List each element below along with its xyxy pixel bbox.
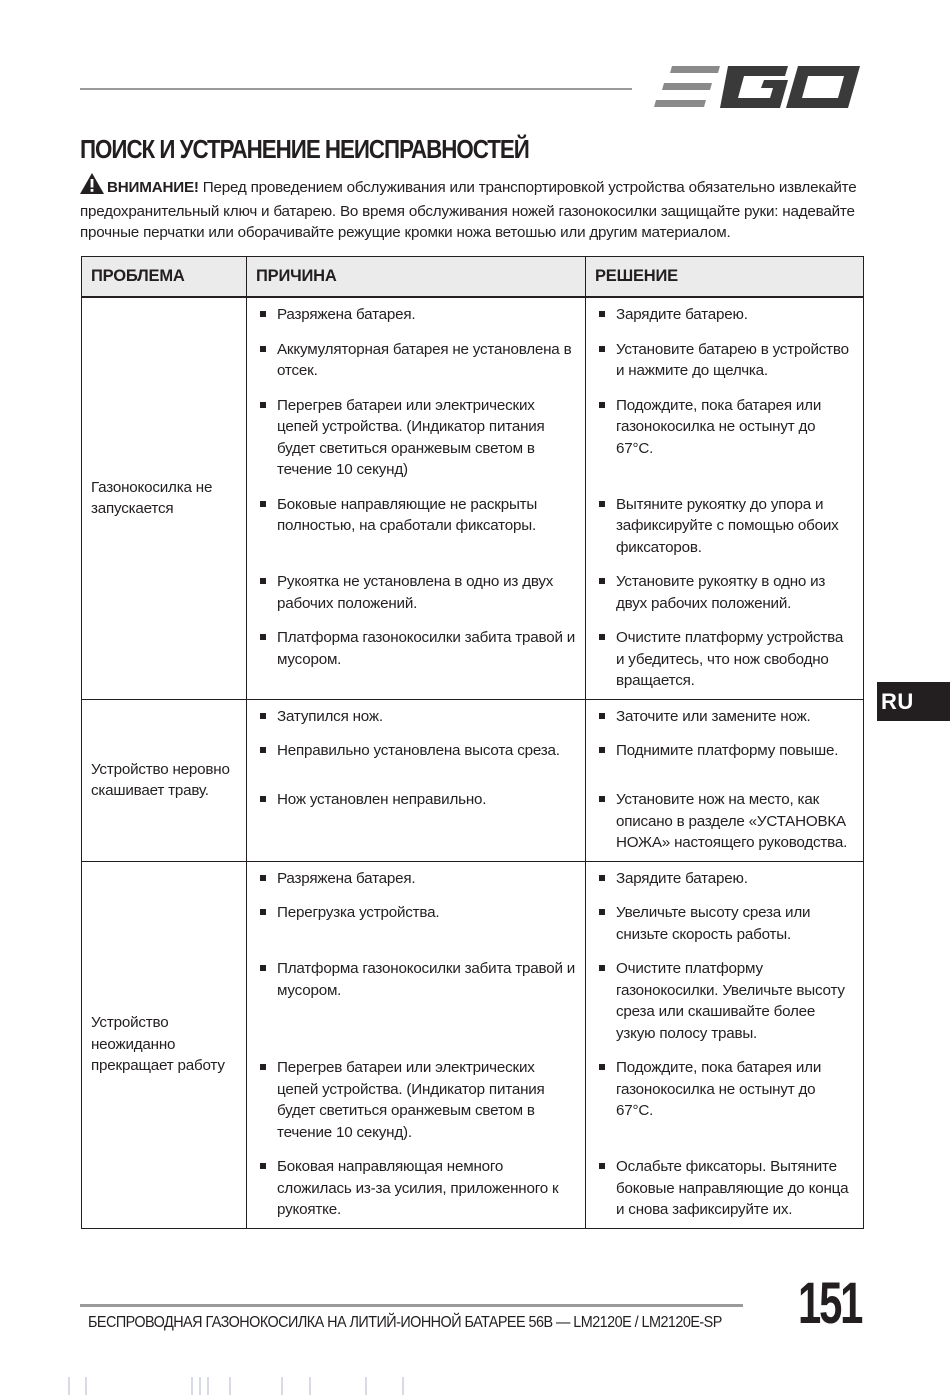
solution-text: Подождите, пока батарея или газонокосилка не остынут до 67°C. bbox=[616, 1059, 822, 1119]
solution-text: Установите нож на место, как описано в разделе «УСТАНОВКА НОЖА» настоящего руководства. bbox=[616, 791, 848, 851]
cause-text: Боковые направляющие не раскрыты полностью, на сработали фиксаторы. bbox=[277, 495, 538, 534]
problem-cell: Газонокосилка не запускается bbox=[82, 297, 247, 699]
solution-text: Очистите платформу газонокосилки. Увеличьте высоту среза или скашивайте более узкую полосу травы. bbox=[616, 960, 845, 1042]
solution-item bbox=[598, 1156, 855, 1221]
bullet-icon bbox=[260, 796, 266, 802]
cause-item bbox=[259, 494, 577, 559]
cause-item bbox=[259, 740, 577, 776]
solution-text: Установите батарею в устройство и нажмите до щелчка. bbox=[616, 340, 849, 379]
problem-cell: Устройство неожиданно прекращает работу bbox=[82, 861, 247, 1228]
cause-text: Аккумуляторная батарея не установлена в отсек. bbox=[277, 340, 572, 379]
cause-item bbox=[259, 706, 577, 728]
solution-item bbox=[598, 571, 855, 614]
cause-item bbox=[259, 395, 577, 481]
bullet-icon bbox=[599, 578, 605, 584]
bullet-icon bbox=[260, 578, 266, 584]
cause-item bbox=[259, 627, 577, 692]
table-row bbox=[82, 861, 864, 1228]
bullet-icon bbox=[599, 402, 605, 408]
solution-item bbox=[598, 958, 855, 1044]
solution-item bbox=[598, 494, 855, 559]
bullet-icon bbox=[260, 501, 266, 507]
cause-text: Рукоятка не установлена в одно из двух рабочих положений. bbox=[277, 573, 554, 612]
page-title: ПОИСК И УСТРАНЕНИЕ НЕИСПРАВНОСТЕЙ bbox=[80, 134, 529, 164]
table-header-row bbox=[82, 257, 864, 298]
bullet-icon bbox=[599, 1064, 605, 1070]
warning-text: Перед проведением обслуживания или транспортировкой устройства обязательно извлекайте предохранительный ключ и батарею. Во время обслуживания ножей газонокосилки защищайте руки: надевайте прочные перчатки или оборачивайте режущие кромки ножа ветошью или другим материалом. bbox=[80, 179, 857, 241]
bullet-icon bbox=[599, 311, 605, 317]
header-solution: РЕШЕНИЕ bbox=[586, 257, 864, 298]
cause-text: Перегрузка устройства. bbox=[277, 904, 440, 921]
warning-triangle-icon bbox=[80, 173, 104, 201]
cause-text: Неправильно установлена высота среза. bbox=[277, 742, 560, 759]
cause-text: Разряжена батарея. bbox=[277, 306, 416, 323]
solution-text: Вытяните рукоятку до упора и зафиксируйте с помощью обоих фиксаторов. bbox=[616, 495, 839, 556]
solution-item bbox=[598, 627, 855, 692]
footer-rule bbox=[80, 1304, 743, 1307]
table-row bbox=[82, 297, 864, 699]
solution-text: Подождите, пока батарея или газонокосилка не остынут до 67°C. bbox=[616, 396, 822, 457]
cause-item bbox=[259, 339, 577, 382]
solution-text: Ослабьте фиксаторы. Вытяните боковые направляющие до конца и снова зафиксируйте их. bbox=[616, 1158, 849, 1218]
solution-text: Зарядите батарею. bbox=[616, 869, 748, 887]
solution-item bbox=[598, 339, 855, 382]
ego-logo-graphic bbox=[648, 62, 862, 112]
bullet-icon bbox=[260, 875, 266, 881]
solution-item bbox=[598, 789, 855, 854]
bullet-icon bbox=[599, 875, 605, 881]
bullet-icon bbox=[599, 747, 605, 753]
cause-item bbox=[259, 958, 577, 1044]
cause-cell bbox=[247, 297, 586, 699]
bullet-icon bbox=[260, 402, 266, 408]
solution-text: Поднимите платформу повыше. bbox=[616, 742, 839, 759]
bullet-icon bbox=[599, 965, 605, 971]
troubleshooting-table bbox=[81, 256, 864, 1229]
bullet-icon bbox=[260, 1163, 266, 1169]
cause-cell bbox=[247, 861, 586, 1228]
scan-marks-decoration bbox=[60, 1376, 460, 1396]
cause-text: Платформа газонокосилки забита травой и мусором. bbox=[277, 629, 576, 668]
bullet-icon bbox=[260, 311, 266, 317]
solution-text: Зарядите батарею. bbox=[616, 306, 748, 323]
cause-text: Нож установлен неправильно. bbox=[277, 791, 487, 808]
bullet-icon bbox=[599, 634, 605, 640]
bullet-icon bbox=[599, 346, 605, 352]
solution-cell bbox=[586, 861, 864, 1228]
cause-item bbox=[259, 571, 577, 614]
header-cause: ПРИЧИНА bbox=[247, 257, 586, 298]
bullet-icon bbox=[599, 501, 605, 507]
solution-item bbox=[598, 740, 855, 776]
cause-item bbox=[259, 868, 577, 890]
solution-item bbox=[598, 395, 855, 481]
solution-text: Увеличьте высоту среза или снизьте скорость работы. bbox=[616, 904, 811, 943]
solution-cell bbox=[586, 297, 864, 699]
solution-item bbox=[598, 902, 855, 945]
solution-item bbox=[598, 1057, 855, 1143]
solution-item bbox=[598, 706, 855, 728]
solution-text: Установите рукоятку в одно из двух рабочих положений. bbox=[616, 573, 826, 612]
header-problem: ПРОБЛЕМА bbox=[82, 257, 247, 298]
bullet-icon bbox=[260, 909, 266, 915]
bullet-icon bbox=[260, 634, 266, 640]
cause-item bbox=[259, 304, 577, 326]
cause-item bbox=[259, 1156, 577, 1221]
cause-item bbox=[259, 789, 577, 854]
cause-text: Разряжена батарея. bbox=[277, 869, 416, 887]
warning-label: ВНИМАНИЕ! bbox=[107, 179, 199, 196]
bullet-icon bbox=[599, 796, 605, 802]
ego-logo bbox=[648, 62, 862, 117]
page-number: 151 bbox=[798, 1271, 862, 1336]
bullet-icon bbox=[599, 713, 605, 719]
header-rule bbox=[80, 88, 632, 90]
cause-text: Перегрев батареи или электрических цепей устройства. (Индикатор питания будет светиться оранжевым светом в течение 10 секунд). bbox=[277, 1059, 545, 1141]
footer-product-title: БЕСПРОВОДНАЯ ГАЗОНОКОСИЛКА НА ЛИТИЙ-ИОННОЙ БАТАРЕЕ 56В — LM2120E / LM2120E-SP bbox=[88, 1314, 722, 1331]
solution-cell bbox=[586, 699, 864, 861]
solution-item bbox=[598, 304, 855, 326]
bullet-icon bbox=[260, 747, 266, 753]
solution-item bbox=[598, 868, 855, 890]
solution-text: Заточите или замените нож. bbox=[616, 707, 811, 725]
language-tab-ru: RU bbox=[877, 682, 950, 721]
cause-text: Перегрев батареи или электрических цепей устройства. (Индикатор питания будет светиться оранжевым светом в течение 10 секунд) bbox=[277, 396, 545, 478]
cause-text: Затупился нож. bbox=[277, 707, 383, 725]
cause-item bbox=[259, 1057, 577, 1143]
table-row bbox=[82, 699, 864, 861]
bullet-icon bbox=[599, 1163, 605, 1169]
solution-text: Очистите платформу устройства и убедитесь, что нож свободно вращается. bbox=[616, 629, 844, 689]
warning-paragraph bbox=[80, 173, 880, 244]
bullet-icon bbox=[599, 909, 605, 915]
cause-cell bbox=[247, 699, 586, 861]
cause-text: Платформа газонокосилки забита травой и мусором. bbox=[277, 960, 576, 999]
cause-item bbox=[259, 902, 577, 945]
bullet-icon bbox=[260, 1064, 266, 1070]
bullet-icon bbox=[260, 965, 266, 971]
bullet-icon bbox=[260, 713, 266, 719]
problem-cell: Устройство неровно скашивает траву. bbox=[82, 699, 247, 861]
bullet-icon bbox=[260, 346, 266, 352]
cause-text: Боковая направляющая немного сложилась из-за усилия, приложенного к рукоятке. bbox=[277, 1158, 559, 1218]
